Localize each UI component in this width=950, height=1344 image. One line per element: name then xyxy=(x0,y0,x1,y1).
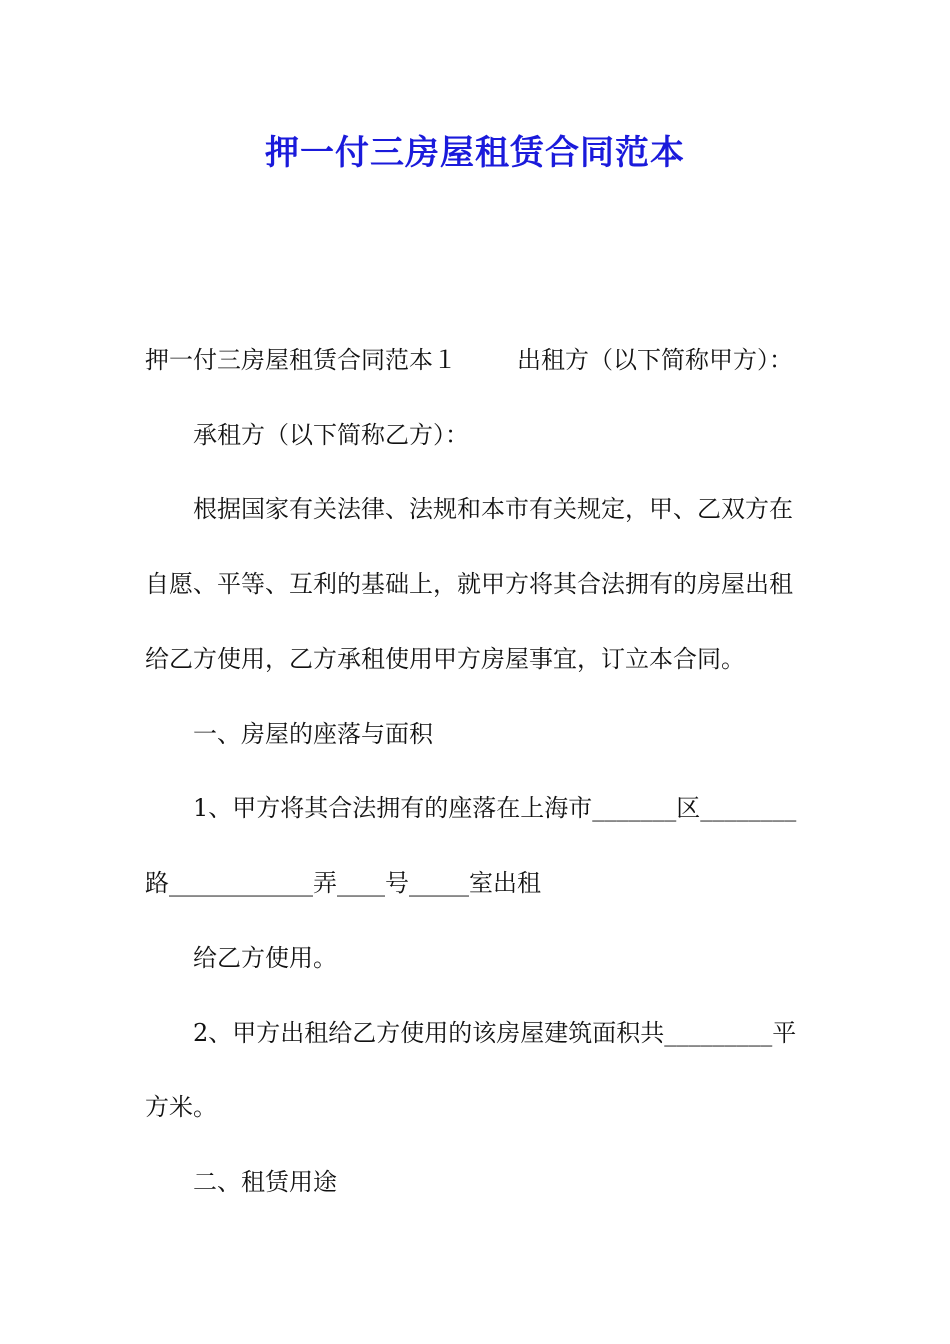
section-2-heading: 二、租赁用途 xyxy=(193,1168,337,1196)
clause-1-line-2: 路____________弄____号_____室出租 xyxy=(145,869,541,897)
clause-1-line-3: 给乙方使用。 xyxy=(193,944,337,972)
contract-subtitle: 押一付三房屋租赁合同范本１ xyxy=(145,346,457,374)
clause-2-line-2: 方米。 xyxy=(145,1093,217,1121)
clause-1-line-1: 1、甲方将其合法拥有的座落在上海市_______区________ xyxy=(193,794,797,822)
lessee-label: 承租方（以下简称乙方）： xyxy=(193,421,469,449)
lessor-label: 出租方（以下简称甲方）： xyxy=(517,346,793,374)
preamble-line-2: 自愿、平等、互利的基础上，就甲方将其合法拥有的房屋出租 xyxy=(145,570,793,598)
document-title: 押一付三房屋租赁合同范本 xyxy=(265,133,685,173)
preamble-line-1: 根据国家有关法律、法规和本市有关规定，甲、乙双方在 xyxy=(193,495,793,523)
section-1-heading: 一、房屋的座落与面积 xyxy=(193,720,433,748)
contract-heading-line xyxy=(145,342,815,378)
clause-2-line-1: 2、甲方出租给乙方使用的该房屋建筑面积共_________平 xyxy=(193,1019,797,1047)
preamble-line-3: 给乙方使用，乙方承租使用甲方房屋事宜，订立本合同。 xyxy=(145,645,745,673)
